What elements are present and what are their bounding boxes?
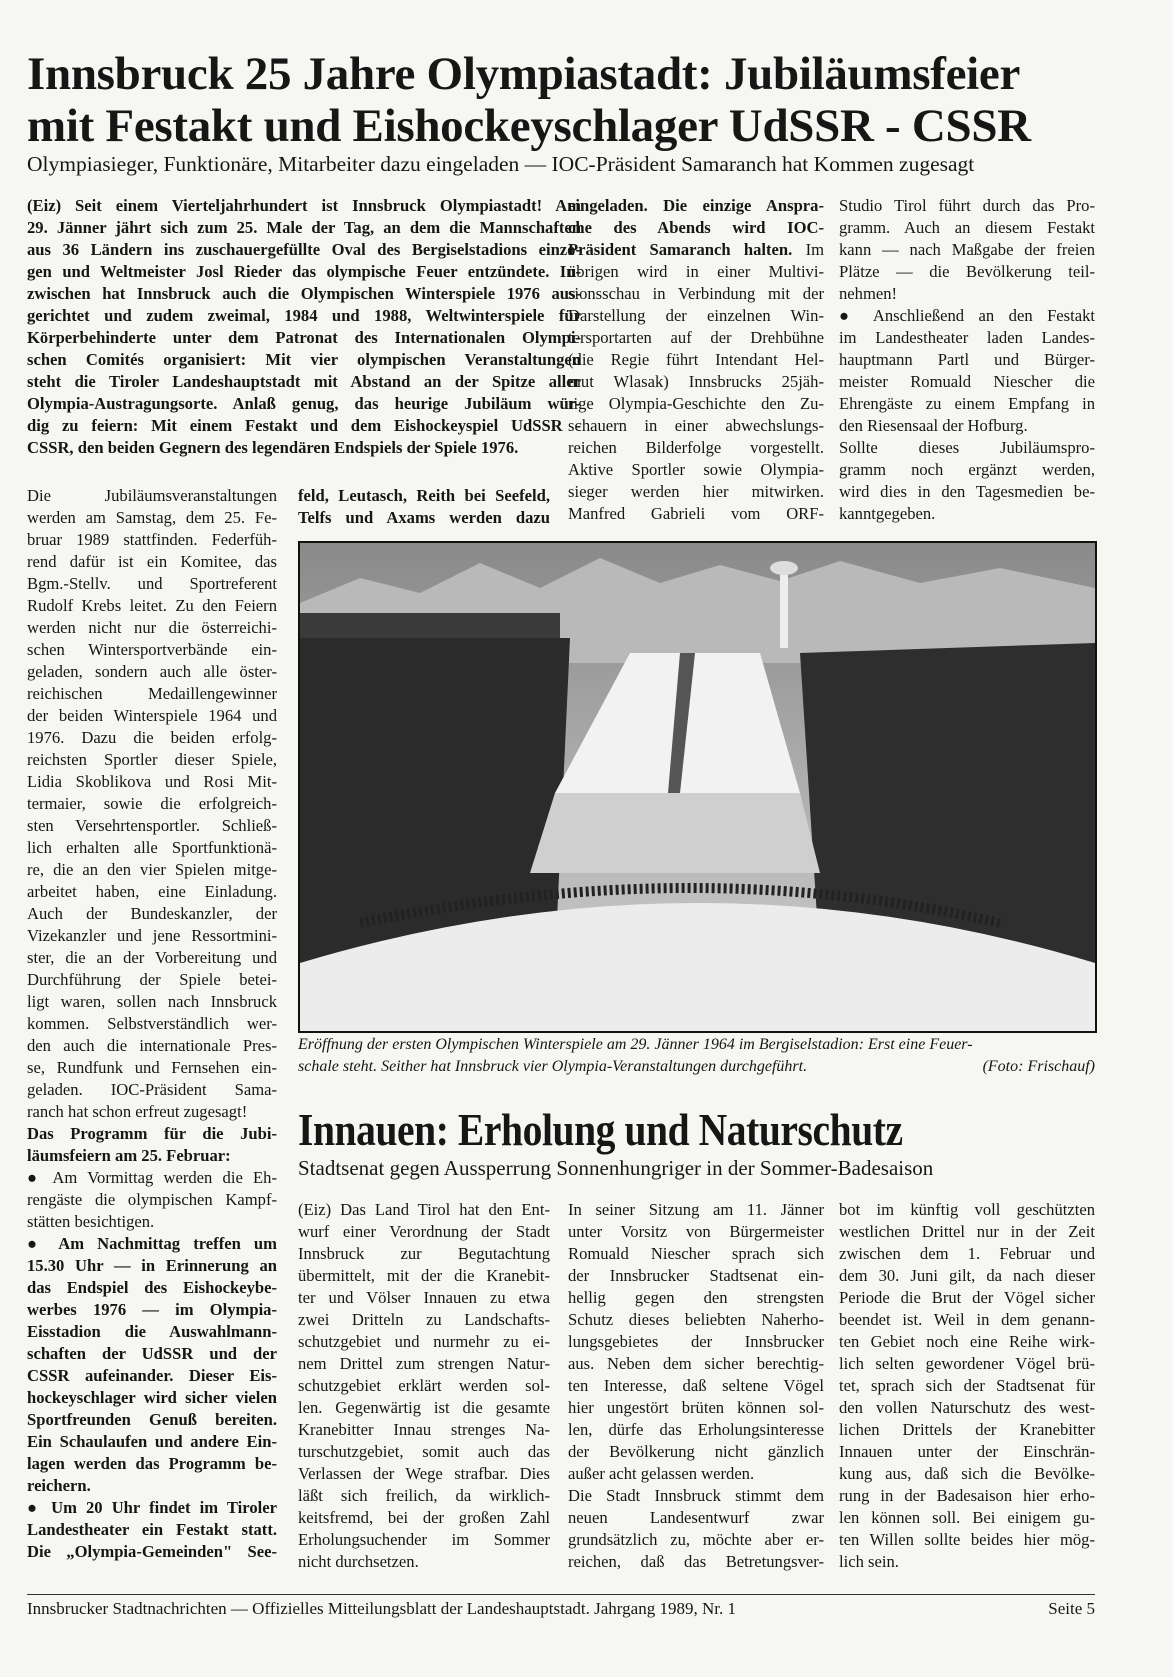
text-segment: Im xyxy=(792,240,824,259)
text-line: reichsten Sportler dieser Spiele, xyxy=(27,750,277,769)
text-line: zwei Dritteln zu Landschafts- xyxy=(298,1310,550,1329)
text-line: Ehrengäste zu einem Empfang in xyxy=(839,394,1095,413)
text-line: lich sein. xyxy=(839,1552,899,1571)
text-line: schaften der UdSSR und der xyxy=(27,1344,277,1363)
article1-column-3-top xyxy=(839,195,1095,525)
text-line: Romuald Niescher sprach sich xyxy=(568,1244,824,1263)
text-line: In seiner Sitzung am 11. Jänner xyxy=(568,1200,824,1219)
text-line: ten Willen sollte beides hier mög- xyxy=(839,1530,1095,1549)
text-line: der beiden Winterspiele 1964 und xyxy=(27,706,277,725)
text-line: se, Rundfunk und Fernsehen ein- xyxy=(27,1058,277,1077)
text-line: 29. Jänner jährt sich zum 25. Male der Tag, an dem die Mannschaften xyxy=(27,218,581,237)
text-line: im Landestheater laden Landes- xyxy=(839,328,1095,347)
text-line: übrigen wird in einer Multivi- xyxy=(568,262,824,281)
text-line: Die Stadt Innsbruck stimmt dem xyxy=(568,1486,824,1505)
text-line: Landestheater ein Festakt statt. xyxy=(27,1520,277,1539)
text-line: tersportarten auf der Drehbühne xyxy=(568,328,824,347)
text-line: hauptmann Partl und Bürger- xyxy=(839,350,1095,369)
text-line: eingeladen. Die einzige Anspra- xyxy=(568,196,824,215)
photo-caption-text: schale steht. Seither hat Innsbruck vier Olympia-Veranstaltungen durchgeführt. xyxy=(298,1058,808,1075)
text-line: lichen Drittels der Kranebitter xyxy=(839,1420,1095,1439)
text-line: 1976. Dazu die beiden erfolg- xyxy=(27,728,277,747)
footer-page-number: Seite 5 xyxy=(1048,1599,1095,1618)
text-line: westlichen Drittel nur in der Zeit xyxy=(839,1222,1095,1241)
text-line: tet, sprach sich der Stadtsenat für xyxy=(839,1376,1095,1395)
text-line: (Eiz) Seit einem Vierteljahrhundert ist Innsbruck Olympiastadt! Am xyxy=(27,196,581,215)
text-line: CSSR aufeinander. Dieser Eis- xyxy=(27,1366,277,1385)
text-line: ligt waren, sollen nach Innsbruck xyxy=(27,992,277,1011)
text-line: Auch der Bundeskanzler, der xyxy=(27,904,277,923)
text-line: lagen werden das Programm be- xyxy=(27,1454,277,1473)
text-line: wird dies in den Tagesmedien be- xyxy=(839,482,1095,501)
headline-subtitle: Olympiasieger, Funktionäre, Mitarbeiter dazu eingeladen — IOC-Präsident Samaranch hat Kommen zugesagt xyxy=(27,152,975,176)
text-line: steht die Tiroler Landeshauptstadt mit Abstand an der Spitze aller xyxy=(27,372,581,391)
text-line: zwischen hat Innsbruck auch die Olympischen Winterspiele 1976 aus- xyxy=(27,284,581,303)
text-line: ten Interesse, daß seltene Vögel xyxy=(568,1376,824,1395)
text-line: Plätze — die Bevölkerung teil- xyxy=(839,262,1095,281)
text-line: Innsbruck zur Begutachtung xyxy=(298,1244,550,1263)
text-segment: Präsident Samaranch halten. xyxy=(568,240,793,259)
text-line: len können soll. Bei einigem gu- xyxy=(839,1508,1095,1527)
text-line: Vizekanzler und jene Ressortmini- xyxy=(27,926,277,945)
intro-paragraph xyxy=(27,195,581,459)
text-line: aus. Neben dem sicher berechtig- xyxy=(568,1354,824,1373)
text-line: len. Gegenwärtig ist die gesamte xyxy=(298,1398,550,1417)
text-line: lich selten gewordener Vögel brü- xyxy=(839,1354,1095,1373)
text-line: termaier, sowie die erfolgreich- xyxy=(27,794,277,813)
text-line: schen Comités organisiert: Mit vier olympischen Veranstaltungen xyxy=(27,350,581,369)
text-line: ter und Völser Innauen zu etwa xyxy=(298,1288,550,1307)
text-line: nem Drittel zum strengen Natur- xyxy=(298,1354,550,1373)
text-line: Bgm.-Stellv. und Sportreferent xyxy=(27,574,277,593)
text-line: rige Olympia-Geschichte den Zu- xyxy=(568,394,824,413)
text-line: Das Programm für die Jubi- xyxy=(27,1124,277,1143)
text-line: rengäste die olympischen Kampf- xyxy=(27,1190,277,1209)
text-line: läumsfeiern am 25. Februar: xyxy=(27,1146,231,1165)
text-line: Aktive Sportler sowie Olympia- xyxy=(568,460,824,479)
article2-subtitle: Stadtsenat gegen Aussperrung Sonnenhungriger in der Sommer-Badesaison xyxy=(298,1156,934,1180)
article2-column-3 xyxy=(839,1199,1095,1573)
text-line: sieger werden hier mitwirken. xyxy=(568,482,824,501)
photo-credit: (Foto: Frischauf) xyxy=(982,1058,1095,1075)
text-line xyxy=(568,239,824,261)
footer-publication: Innsbrucker Stadtnachrichten — Offizielles Mitteilungsblatt der Landeshauptstadt. Jahrgang 1989, Nr. 1 xyxy=(27,1599,736,1618)
stadium-photo-illustration xyxy=(300,543,1095,1031)
text-line: ● Um 20 Uhr findet im Tiroler xyxy=(27,1498,277,1517)
olympic-opening-photo xyxy=(298,541,1097,1033)
text-line: CSSR, den beiden Gegnern des legendären Endspiels der Spiele 1976. xyxy=(27,438,519,457)
text-line: Manfred Gabrieli vom ORF- xyxy=(568,504,824,523)
text-line: reichischen Medaillengewinner xyxy=(27,684,277,703)
text-line: neuen Landesentwurf zwar xyxy=(568,1508,824,1527)
text-line: stätten besichtigen. xyxy=(27,1212,155,1231)
text-line: geladen. IOC-Präsident Sama- xyxy=(27,1080,277,1099)
text-line: ● Am Nachmittag treffen um xyxy=(27,1234,277,1253)
fire-bowl xyxy=(770,561,798,575)
text-line: bot im künftig voll geschützten xyxy=(839,1200,1095,1219)
text-line: kung aus, daß sich die Bevölke- xyxy=(839,1464,1095,1483)
article2-column-1 xyxy=(298,1199,550,1573)
text-line: übermittelt, mit der die Kranebit- xyxy=(298,1266,550,1285)
text-line: gramm noch ergänzt werden, xyxy=(839,460,1095,479)
photo-caption-line-2 xyxy=(298,1056,1095,1077)
text-line: ster, die an der Vorbereitung und xyxy=(27,948,277,967)
text-line: das Endspiel des Eishockeybe- xyxy=(27,1278,277,1297)
text-line: lich erhalten alle Sportfunktionä- xyxy=(27,838,277,857)
text-line: lungsgebietes der Innsbrucker xyxy=(568,1332,824,1351)
article1-column-2-short xyxy=(298,485,550,529)
text-line: nicht durchsetzen. xyxy=(298,1552,419,1571)
text-line: keitsfremd, bei der großen Zahl xyxy=(298,1508,550,1527)
text-line: der Bevölkerung nicht gänzlich xyxy=(568,1442,824,1461)
text-line: Studio Tirol führt durch das Pro- xyxy=(839,196,1095,215)
text-line: dig zu feiern: Mit einem Festakt und dem Eishockeyspiel UdSSR - xyxy=(27,416,581,435)
text-line: Die „Olympia-Gemeinden" See- xyxy=(27,1542,277,1561)
text-line: rung in der Badesaison hier erho- xyxy=(839,1486,1095,1505)
text-line: Sollte dieses Jubiläumspro- xyxy=(839,438,1095,457)
text-line: beendet ist. Weil in dem genann- xyxy=(839,1310,1095,1329)
text-line: Lidia Skoblikova und Rosi Mit- xyxy=(27,772,277,791)
text-line: außer acht gelassen werden. xyxy=(568,1464,755,1483)
text-line: aus 36 Ländern ins zuschauergefüllte Oval des Bergiselstadions einzo- xyxy=(27,240,581,259)
text-line: turschutzgebiet, somit auch das xyxy=(298,1442,550,1461)
text-line: arbeitet haben, eine Einladung. xyxy=(27,882,277,901)
text-line: gramm. Auch an diesem Festakt xyxy=(839,218,1095,237)
text-line: hier ungestört brüten können sol- xyxy=(568,1398,824,1417)
text-line: (Eiz) Das Land Tirol hat den Ent- xyxy=(298,1200,550,1219)
text-line: den Riesensaal der Hofburg. xyxy=(839,416,1028,435)
text-line: len, dürfe das Erholungsinteresse xyxy=(568,1420,824,1439)
text-line: schutzgebiet erklärt werden sol- xyxy=(298,1376,550,1395)
article1-column-2-top xyxy=(568,195,824,525)
text-line: sionsschau in Verbindung mit der xyxy=(568,284,824,303)
text-line: unter Vorsitz von Bürgermeister xyxy=(568,1222,824,1241)
text-line: dem 30. Juni gilt, da nach dieser xyxy=(839,1266,1095,1285)
text-line: gen und Weltmeister Josl Rieder das olympische Feuer entzündete. In- xyxy=(27,262,581,281)
text-line: gerichtet und zudem zweimal, 1984 und 1988, Weltwinterspiele für xyxy=(27,306,581,325)
text-line: Darstellung der einzelnen Win- xyxy=(568,306,824,325)
article1-column-1 xyxy=(27,485,277,1563)
text-line: werden am Samstag, dem 25. Fe- xyxy=(27,508,277,527)
text-line: Rudolf Krebs leitet. Zu den Feiern xyxy=(27,596,277,615)
text-line: reichen Bilderfolge vorgestellt. xyxy=(568,438,824,457)
text-line: Innauen unter der Einschrän- xyxy=(839,1442,1095,1461)
text-line: der Innsbrucker Stadtsenat ein- xyxy=(568,1266,824,1285)
text-line: Die Jubiläumsveranstaltungen xyxy=(27,486,277,505)
text-line: Eisstadion die Auswahlmann- xyxy=(27,1322,277,1341)
headline-line-1: Innsbruck 25 Jahre Olympiastadt: Jubiläumsfeier xyxy=(27,48,1021,100)
text-line: den auch die internationale Pres- xyxy=(27,1036,277,1055)
text-line: Periode die Brut der Vögel sicher xyxy=(839,1288,1095,1307)
text-line: Sportfreunden Genuß bereiten. xyxy=(27,1410,277,1429)
text-line: schen Wintersportverbände ein- xyxy=(27,640,277,659)
article2-column-2 xyxy=(568,1199,824,1573)
text-line: Olympia-Austragungsorte. Anlaß genug, das heurige Jubiläum wür- xyxy=(27,394,581,413)
text-line: Erholungsuchender im Sommer xyxy=(298,1530,550,1549)
text-line: Durchführung der Spiele betei- xyxy=(27,970,277,989)
text-line: läßt sich freilich, da wirklich- xyxy=(298,1486,550,1505)
text-line: geladen, sondern auch alle öster- xyxy=(27,662,277,681)
text-line: wurf einer Verordnung der Stadt xyxy=(298,1222,550,1241)
text-line: che des Abends wird IOC- xyxy=(568,218,824,237)
text-line: Verlassen der Wege strafbar. Dies xyxy=(298,1464,550,1483)
footer-divider xyxy=(27,1594,1095,1595)
text-line: kann — nach Maßgabe der freien xyxy=(839,240,1095,259)
text-line: Körperbehinderte unter dem Patronat des Internationalen Olympi- xyxy=(27,328,581,347)
text-line: kommen. Selbstverständlich wer- xyxy=(27,1014,277,1033)
text-line: Ein Schaulaufen und andere Ein- xyxy=(27,1432,277,1451)
text-line: Kranebitter Innau strenges Na- xyxy=(298,1420,550,1439)
text-line: grundsätzlich zu, möchte aber er- xyxy=(568,1530,824,1549)
article2-headline: Innauen: Erholung und Naturschutz xyxy=(298,1104,903,1155)
text-line: hockeyschlager wird sicher vielen xyxy=(27,1388,277,1407)
photo-caption-line-1: Eröffnung der ersten Olympischen Winterspiele am 29. Jänner 1964 im Bergiselstadion: Erst eine Feuer- xyxy=(298,1036,973,1053)
text-line: mut Wlasak) Innsbrucks 25jäh- xyxy=(568,372,824,391)
text-line: den vollen Naturschutz des west- xyxy=(839,1398,1095,1417)
text-line: bruar 1989 stattfinden. Federfüh- xyxy=(27,530,277,549)
text-line: sten Versehrtensportler. Schließ- xyxy=(27,816,277,835)
text-line: (die Regie führt Intendant Hel- xyxy=(568,350,824,369)
text-line: nehmen! xyxy=(839,284,898,303)
text-line: 15.30 Uhr — in Erinnerung an xyxy=(27,1256,277,1275)
text-line: hellig gegen den strengsten xyxy=(568,1288,824,1307)
text-line: ● Am Vormittag werden die Eh- xyxy=(27,1168,277,1187)
text-line: Telfs und Axams werden dazu xyxy=(298,508,550,527)
fire-bowl-tower xyxy=(780,568,788,648)
text-line: zwischen dem 1. Februar und xyxy=(839,1244,1095,1263)
text-line: kanntgegeben. xyxy=(839,504,936,523)
headline-line-2: mit Festakt und Eishockeyschlager UdSSR - CSSR xyxy=(27,100,1031,152)
text-line: ten Gebiet noch eine Reihe wirk- xyxy=(839,1332,1095,1351)
text-line: schauern in einer abwechslungs- xyxy=(568,416,824,435)
text-line: ● Anschließend an den Festakt xyxy=(839,306,1095,325)
text-line: reichen, daß das Betretungsver- xyxy=(568,1552,824,1571)
stairs xyxy=(530,793,820,873)
text-line: Schutz dieses beliebten Naherho- xyxy=(568,1310,824,1329)
text-line: werden nicht nur die österreichi- xyxy=(27,618,277,637)
text-line: rend dafür ist ein Komitee, das xyxy=(27,552,277,571)
text-line: schutzgebiet und nurmehr zu ei- xyxy=(298,1332,550,1351)
text-line: werbes 1976 — im Olympia- xyxy=(27,1300,277,1319)
text-line: ranch hat schon erfreut zugesagt! xyxy=(27,1102,248,1121)
text-line: reichern. xyxy=(27,1476,91,1495)
text-line: feld, Leutasch, Reith bei Seefeld, xyxy=(298,486,550,505)
text-line: meister Romuald Niescher die xyxy=(839,372,1095,391)
text-line: re, die an den vier Spielen mitge- xyxy=(27,860,277,879)
